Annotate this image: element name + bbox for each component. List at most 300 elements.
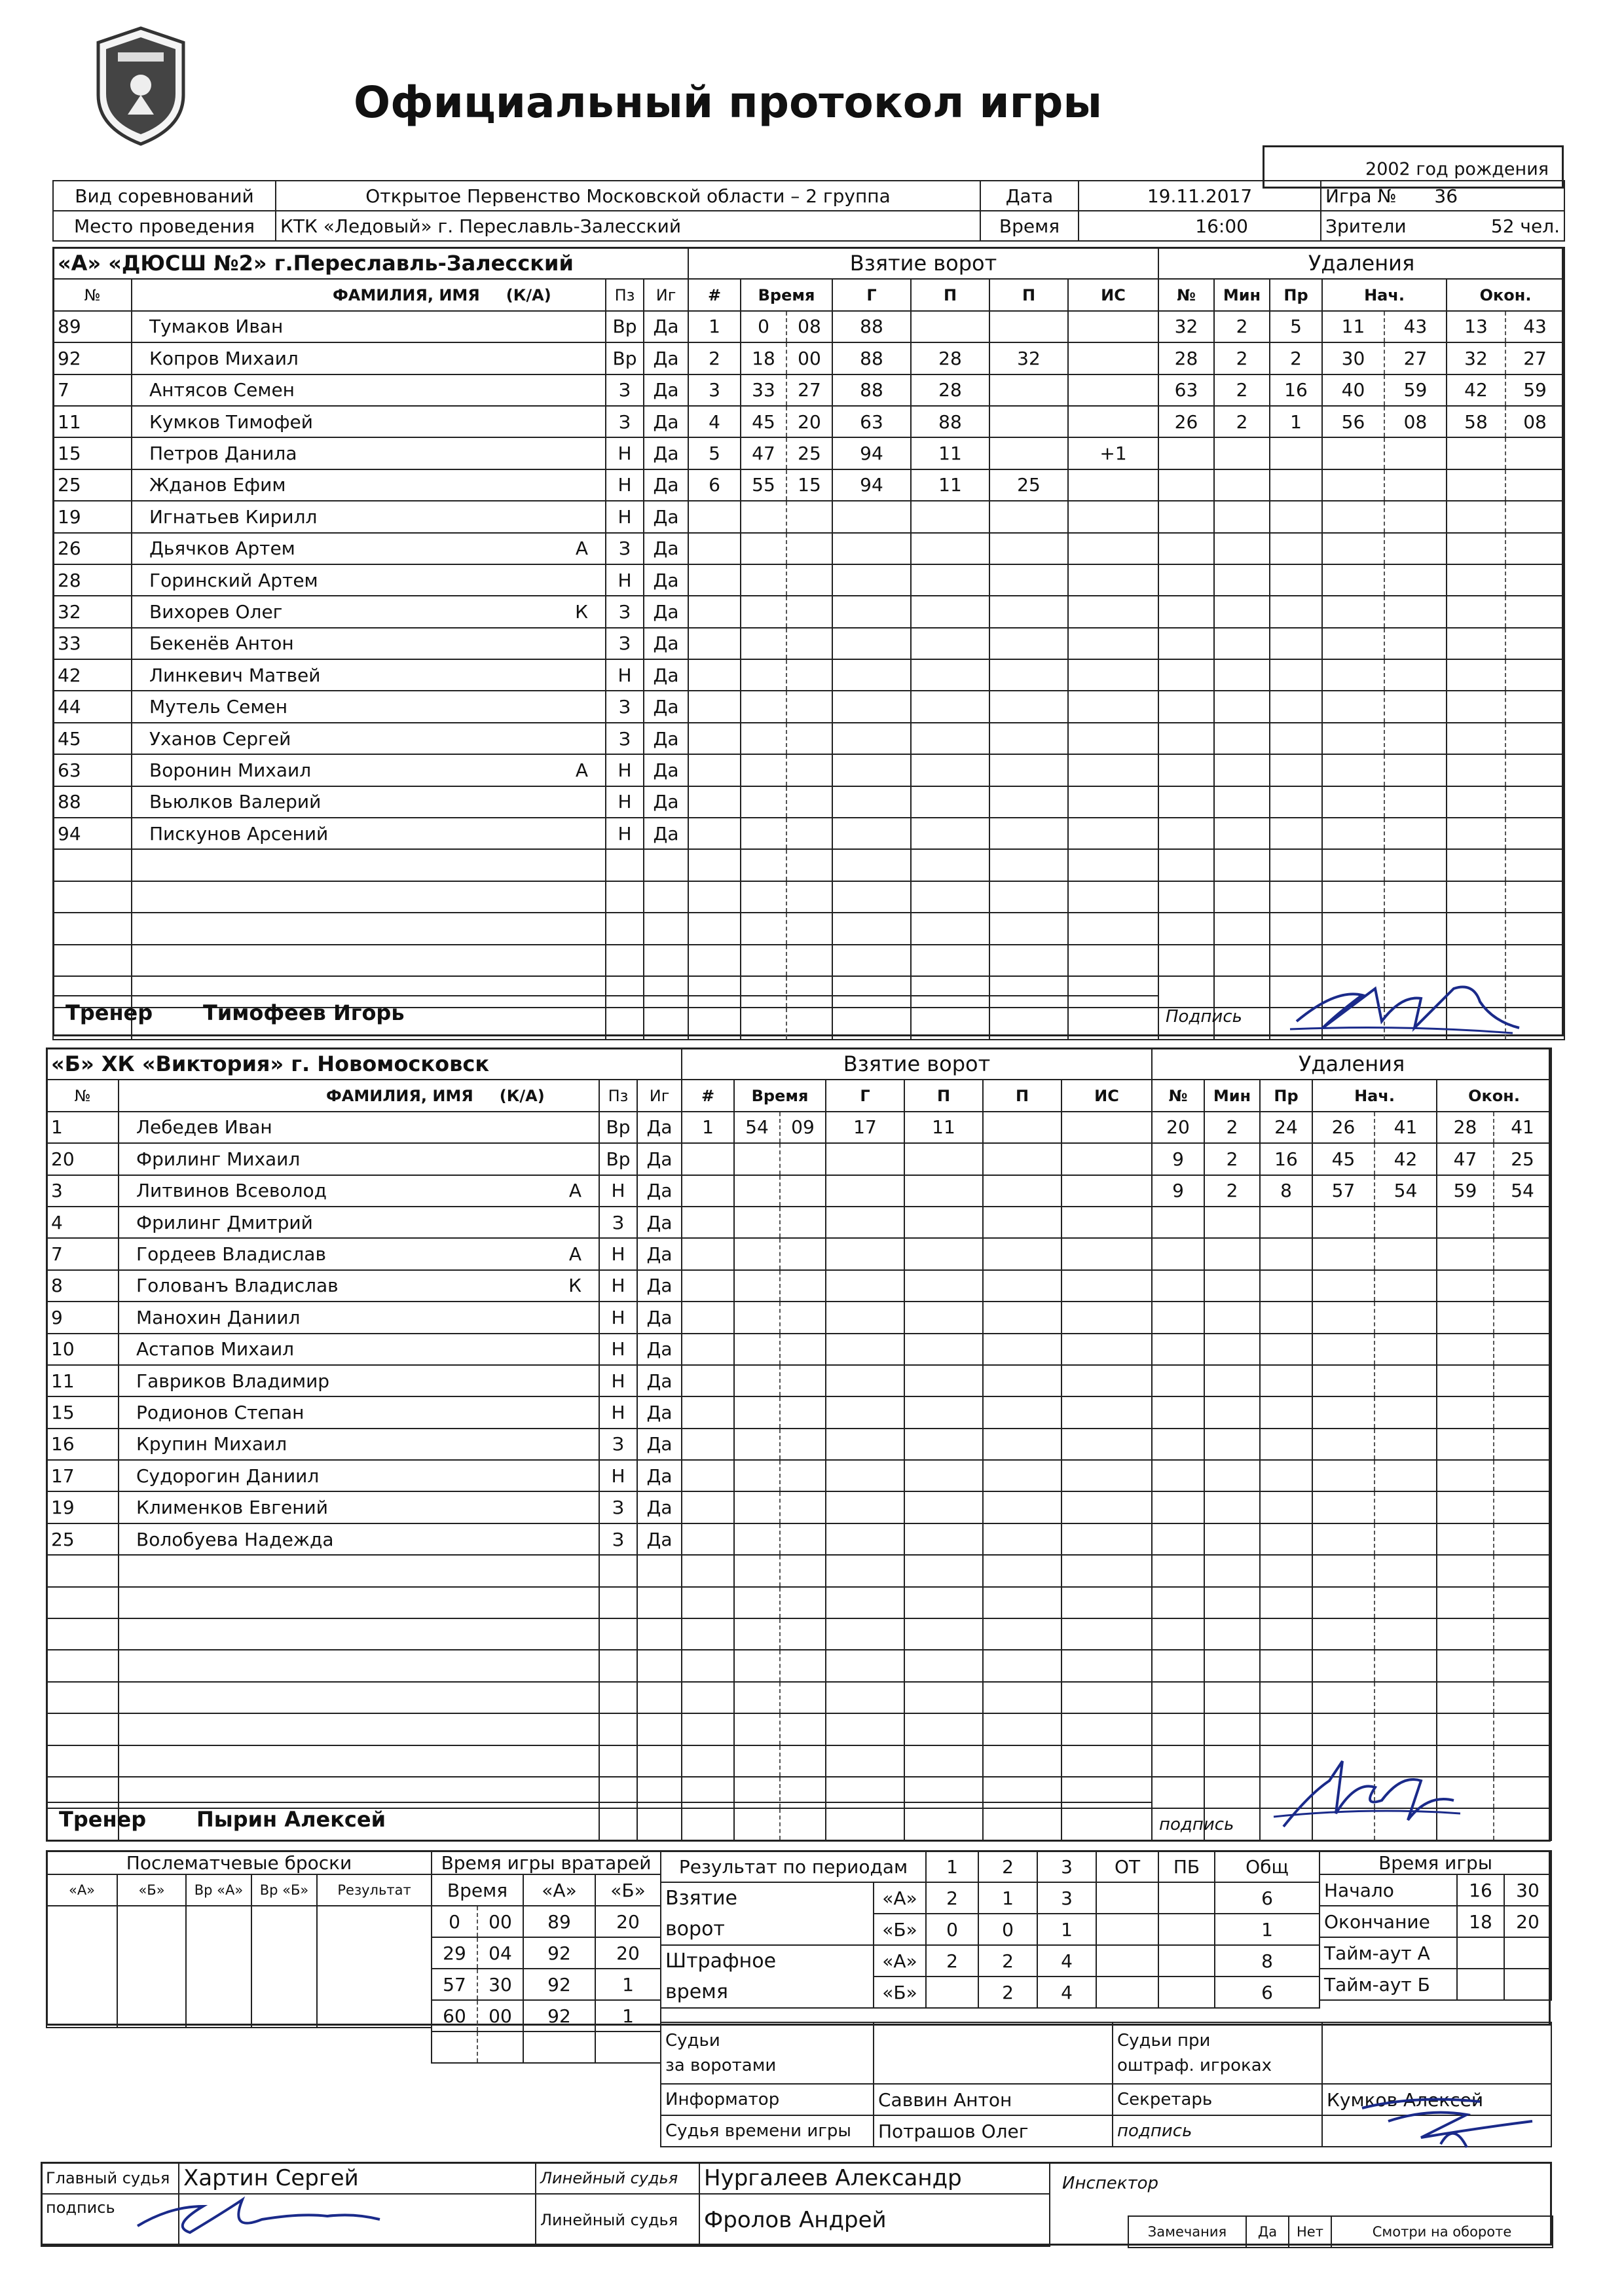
penalty-end-sec bbox=[1505, 849, 1564, 881]
table-row bbox=[46, 1112, 682, 1143]
goal-strength bbox=[1068, 818, 1158, 849]
penalty-minutes: 2 bbox=[1214, 406, 1270, 437]
goal-second: 09 bbox=[780, 1112, 826, 1143]
goal-assist-2 bbox=[983, 1555, 1061, 1586]
goal-strength bbox=[1068, 596, 1158, 627]
player-name-cell bbox=[132, 533, 606, 564]
penalty-end-sec bbox=[1494, 1777, 1551, 1808]
table-row bbox=[661, 1914, 1320, 1945]
shootout-col-vrb: Вр «Б» bbox=[251, 1874, 317, 1906]
table-row bbox=[46, 1334, 682, 1365]
player-name: Вихорев Олег bbox=[149, 600, 283, 623]
penalty-minutes bbox=[1214, 533, 1270, 564]
table-row bbox=[688, 786, 1158, 818]
table-row bbox=[1158, 374, 1564, 406]
p-col-pr-b: Пр bbox=[1260, 1080, 1312, 1111]
penalty-end-sec bbox=[1505, 533, 1564, 564]
player-played: Да bbox=[644, 533, 688, 564]
remarks-no[interactable]: Нет bbox=[1289, 2216, 1331, 2248]
goal-strength bbox=[1068, 374, 1158, 406]
player-position: Н bbox=[599, 1365, 637, 1396]
player-played: Да bbox=[637, 1112, 682, 1143]
penalty-minutes bbox=[1214, 849, 1270, 881]
goal-strength bbox=[1061, 1175, 1152, 1207]
player-name: Копров Михаил bbox=[149, 347, 299, 369]
period-value: 0 bbox=[978, 1914, 1037, 1945]
player-name: Судорогин Даниил bbox=[136, 1465, 320, 1487]
goal-assist-1: 11 bbox=[911, 437, 989, 469]
player-name: Жданов Ефим bbox=[149, 474, 286, 496]
table-row bbox=[1152, 1713, 1551, 1745]
goal-minute: 18 bbox=[741, 342, 786, 374]
penalty-end-sec bbox=[1494, 1365, 1551, 1396]
goal-number bbox=[688, 945, 741, 976]
linesman1-name: Нургалеев Александр bbox=[699, 2162, 1050, 2194]
player-name: Мутель Семен bbox=[149, 696, 287, 718]
penalty-start-min bbox=[1322, 786, 1384, 818]
player-number bbox=[46, 1618, 119, 1650]
col-pz: Пз bbox=[606, 279, 644, 310]
penalty-end-sec: 27 bbox=[1505, 342, 1564, 374]
goal-assist-2 bbox=[989, 659, 1068, 691]
goal-number bbox=[682, 1334, 734, 1365]
goal-strength bbox=[1061, 1650, 1152, 1681]
g-col-p1-b: П bbox=[904, 1080, 983, 1111]
player-position: З bbox=[606, 533, 644, 564]
penalty-minutes bbox=[1204, 1745, 1260, 1777]
penalty-end-sec bbox=[1505, 564, 1564, 596]
penalty-reason bbox=[1260, 1618, 1312, 1650]
penalty-minutes: 2 bbox=[1204, 1175, 1260, 1207]
goalie-b: 20 bbox=[595, 1906, 661, 1937]
table-row bbox=[1158, 564, 1564, 596]
penalty-minutes bbox=[1204, 1460, 1260, 1491]
table-row bbox=[1158, 818, 1564, 849]
goal-number bbox=[688, 913, 741, 944]
goalie-col-b: «Б» bbox=[595, 1874, 661, 1906]
player-name: Уханов Сергей bbox=[149, 727, 291, 750]
player-number: 19 bbox=[46, 1491, 119, 1523]
table-row bbox=[682, 1207, 1152, 1238]
penalty-minutes bbox=[1204, 1429, 1260, 1460]
penalty-end-min bbox=[1447, 691, 1505, 722]
team-b-players-table bbox=[46, 1048, 682, 1841]
table-row bbox=[1152, 1302, 1551, 1333]
goal-number bbox=[688, 849, 741, 881]
goal-assist-2 bbox=[983, 1682, 1061, 1713]
penalty-start-min bbox=[1322, 754, 1384, 786]
goal-assist-2 bbox=[989, 723, 1068, 754]
goal-scorer bbox=[826, 1143, 904, 1175]
goal-second bbox=[786, 596, 832, 627]
goal-assist-1 bbox=[911, 564, 989, 596]
goal-second bbox=[780, 1460, 826, 1491]
goal-second bbox=[780, 1491, 826, 1523]
penalty-end-min bbox=[1447, 533, 1505, 564]
penalty-minutes bbox=[1214, 469, 1270, 501]
penalty-player bbox=[1158, 533, 1214, 564]
penalty-minutes bbox=[1204, 1396, 1260, 1428]
goal-assist-2 bbox=[989, 501, 1068, 532]
player-name: Волобуева Надежда bbox=[136, 1528, 334, 1550]
table-row bbox=[688, 945, 1158, 976]
player-name-cell bbox=[132, 723, 606, 754]
goal-second bbox=[780, 1302, 826, 1333]
penalty-end-sec bbox=[1494, 1555, 1551, 1586]
player-played: Да bbox=[637, 1460, 682, 1491]
penalty-minutes bbox=[1214, 786, 1270, 818]
goal-strength bbox=[1061, 1523, 1152, 1555]
goal-assist-1 bbox=[904, 1143, 983, 1175]
table-row bbox=[688, 691, 1158, 722]
period-value: 8 bbox=[1215, 1945, 1320, 1977]
goal-scorer bbox=[826, 1302, 904, 1333]
player-name-cell bbox=[132, 754, 606, 786]
penalty-start-sec bbox=[1375, 1682, 1437, 1713]
penalty-start-min: 57 bbox=[1312, 1175, 1375, 1207]
goal-assist-1 bbox=[904, 1175, 983, 1207]
player-name-cell bbox=[119, 1270, 599, 1302]
penalty-end-min: 59 bbox=[1437, 1175, 1494, 1207]
player-position: З bbox=[599, 1523, 637, 1555]
player-name: Клименков Евгений bbox=[136, 1497, 328, 1519]
player-role: А bbox=[575, 759, 588, 781]
table-row bbox=[53, 723, 688, 754]
penalty-player: 63 bbox=[1158, 374, 1214, 406]
penalty-reason bbox=[1260, 1460, 1312, 1491]
table-row bbox=[53, 628, 688, 659]
penalty-end-sec bbox=[1505, 723, 1564, 754]
goal-assist-2 bbox=[989, 564, 1068, 596]
penalty-player bbox=[1152, 1555, 1204, 1586]
penalty-reason bbox=[1270, 849, 1322, 881]
period-value bbox=[1158, 1914, 1215, 1945]
penalty-end-min bbox=[1437, 1523, 1494, 1555]
player-number: 11 bbox=[46, 1365, 119, 1396]
goal-assist-2 bbox=[989, 786, 1068, 818]
goal-scorer bbox=[832, 723, 911, 754]
goal-strength bbox=[1068, 945, 1158, 976]
table-row bbox=[1158, 786, 1564, 818]
penalty-player bbox=[1158, 596, 1214, 627]
player-number bbox=[46, 1650, 119, 1681]
penalty-player bbox=[1152, 1460, 1204, 1491]
penalty-player: 9 bbox=[1152, 1175, 1204, 1207]
penalty-start-min bbox=[1312, 1365, 1375, 1396]
table-row bbox=[1158, 849, 1564, 881]
player-number: 10 bbox=[46, 1334, 119, 1365]
player-number: 63 bbox=[53, 754, 132, 786]
player-number bbox=[46, 1682, 119, 1713]
table-row bbox=[1152, 1682, 1551, 1713]
goal-minute bbox=[734, 1302, 780, 1333]
period-value: 2 bbox=[926, 1882, 978, 1914]
table-row bbox=[53, 533, 688, 564]
goal-minute bbox=[734, 1365, 780, 1396]
team-b-goals-table bbox=[681, 1048, 1153, 1841]
penalty-minutes bbox=[1214, 976, 1270, 1008]
period-col-pb: ПБ bbox=[1158, 1851, 1215, 1882]
table-row bbox=[46, 1207, 682, 1238]
player-number: 11 bbox=[53, 406, 132, 437]
game-time-table bbox=[1319, 1850, 1552, 2001]
p-col-end: Окон. bbox=[1447, 279, 1564, 310]
penalty-minutes: 2 bbox=[1214, 311, 1270, 342]
penalty-end-min bbox=[1447, 913, 1505, 944]
goal-number bbox=[682, 1713, 734, 1745]
player-position: Вр bbox=[606, 342, 644, 374]
referee-signature bbox=[131, 2187, 406, 2239]
secretary-signature bbox=[1349, 2082, 1552, 2154]
penalty-player bbox=[1158, 564, 1214, 596]
goal-scorer bbox=[832, 564, 911, 596]
player-position bbox=[599, 1618, 637, 1650]
penalty-reason bbox=[1260, 1396, 1312, 1428]
player-played: Да bbox=[644, 342, 688, 374]
penalty-reason bbox=[1260, 1555, 1312, 1586]
goal-assist-1 bbox=[911, 628, 989, 659]
team-a-coach-name: Тимофеев Игорь bbox=[203, 1000, 405, 1025]
penalty-player bbox=[1158, 818, 1214, 849]
player-number: 7 bbox=[53, 374, 132, 406]
player-name: Манохин Даниил bbox=[136, 1306, 301, 1328]
penalty-minutes bbox=[1204, 1491, 1260, 1523]
player-number: 4 bbox=[46, 1207, 119, 1238]
player-number: 89 bbox=[53, 311, 132, 342]
player-position: Н bbox=[606, 469, 644, 501]
player-number bbox=[46, 1745, 119, 1777]
period-row-label: Взятие bbox=[661, 1882, 874, 1914]
penalty-player bbox=[1158, 628, 1214, 659]
goal-scorer: 63 bbox=[832, 406, 911, 437]
penalty-player bbox=[1152, 1650, 1204, 1681]
penalty-reason bbox=[1270, 691, 1322, 722]
timeout-a: Тайм-аут А bbox=[1320, 1937, 1457, 1969]
table-row bbox=[1158, 881, 1564, 913]
goal-strength bbox=[1061, 1491, 1152, 1523]
goal-assist-1 bbox=[904, 1429, 983, 1460]
goal-judges-label-1: Судьи bbox=[665, 2031, 720, 2050]
penalty-start-min bbox=[1312, 1429, 1375, 1460]
table-row bbox=[46, 1587, 682, 1618]
table-row bbox=[1152, 1334, 1551, 1365]
goal-number: 5 bbox=[688, 437, 741, 469]
penalty-end-sec bbox=[1494, 1270, 1551, 1302]
goal-second bbox=[786, 628, 832, 659]
period-value: 1 bbox=[1215, 1914, 1320, 1945]
player-number: 7 bbox=[46, 1238, 119, 1269]
player-name-cell bbox=[119, 1302, 599, 1333]
goal-second: 00 bbox=[786, 342, 832, 374]
table-row bbox=[688, 818, 1158, 849]
penalty-end-sec bbox=[1494, 1587, 1551, 1618]
team-a-goals-title: Взятие ворот bbox=[688, 247, 1158, 279]
goal-minute: 0 bbox=[741, 311, 786, 342]
player-name: Литвинов Всеволод bbox=[136, 1180, 327, 1202]
goalie-b: 20 bbox=[595, 1937, 661, 1969]
secretary-label: Секретарь bbox=[1113, 2084, 1322, 2115]
goal-scorer bbox=[832, 754, 911, 786]
game-no-label: Игра № bbox=[1325, 185, 1397, 207]
penalty-end-sec bbox=[1494, 1682, 1551, 1713]
remarks-yes[interactable]: Да bbox=[1246, 2216, 1289, 2248]
penalty-minutes bbox=[1214, 659, 1270, 691]
penalty-minutes bbox=[1204, 1334, 1260, 1365]
penalty-minutes bbox=[1214, 596, 1270, 627]
time-value: 16:00 bbox=[1079, 211, 1321, 241]
goal-strength bbox=[1068, 564, 1158, 596]
table-row bbox=[682, 1334, 1152, 1365]
penalty-reason bbox=[1260, 1587, 1312, 1618]
table-row bbox=[688, 628, 1158, 659]
table-row bbox=[53, 469, 688, 501]
penalty-reason bbox=[1260, 1713, 1312, 1745]
team-b-goals-title: Взятие ворот bbox=[682, 1048, 1152, 1080]
player-name: Кумков Тимофей bbox=[149, 410, 313, 433]
referee-sign-label: подпись bbox=[41, 2194, 179, 2246]
secretary-name: Кумков Алексей bbox=[1322, 2084, 1551, 2115]
player-name-cell bbox=[119, 1650, 599, 1681]
player-position: З bbox=[599, 1207, 637, 1238]
period-team: «А» bbox=[874, 1945, 926, 1977]
goal-minute bbox=[734, 1618, 780, 1650]
shootout-col-a: «А» bbox=[46, 1874, 117, 1906]
player-played bbox=[644, 849, 688, 881]
player-number: 8 bbox=[46, 1270, 119, 1302]
goal-minute bbox=[734, 1491, 780, 1523]
player-name-cell bbox=[132, 913, 606, 944]
player-name: Крупин Михаил bbox=[136, 1433, 287, 1455]
goal-assist-2 bbox=[983, 1713, 1061, 1745]
p-col-no-b: № bbox=[1152, 1080, 1204, 1111]
penalty-player bbox=[1152, 1396, 1204, 1428]
penalty-start-min bbox=[1322, 849, 1384, 881]
goal-strength bbox=[1068, 754, 1158, 786]
table-row bbox=[688, 754, 1158, 786]
goal-number bbox=[688, 564, 741, 596]
goal-number: 1 bbox=[682, 1112, 734, 1143]
penalty-end-sec bbox=[1505, 501, 1564, 532]
penalty-start-sec bbox=[1384, 659, 1447, 691]
goal-number bbox=[682, 1745, 734, 1777]
periods-title: Результат по периодам bbox=[661, 1851, 926, 1882]
competition-label: Вид соревнований bbox=[53, 181, 276, 211]
goal-strength bbox=[1068, 469, 1158, 501]
table-row bbox=[46, 1270, 682, 1302]
goal-minute bbox=[741, 881, 786, 913]
goal-scorer bbox=[826, 1682, 904, 1713]
goalie-time-sec: 04 bbox=[477, 1937, 523, 1969]
goal-strength bbox=[1068, 786, 1158, 818]
g-col-num: # bbox=[688, 279, 741, 310]
penalty-minutes bbox=[1204, 1207, 1260, 1238]
goal-number bbox=[688, 881, 741, 913]
table-row bbox=[1152, 1555, 1551, 1586]
goal-strength bbox=[1068, 913, 1158, 944]
goal-assist-2 bbox=[989, 311, 1068, 342]
penalty-minutes bbox=[1204, 1238, 1260, 1269]
p-col-start: Нач. bbox=[1322, 279, 1447, 310]
player-number: 88 bbox=[53, 786, 132, 818]
goal-second bbox=[780, 1555, 826, 1586]
team-b-title: «Б» ХК «Виктория» г. Новомосковск bbox=[46, 1048, 682, 1080]
penalty-minutes bbox=[1204, 1587, 1260, 1618]
goal-assist-1 bbox=[904, 1207, 983, 1238]
penalty-end-sec: 25 bbox=[1494, 1143, 1551, 1175]
table-row bbox=[53, 342, 688, 374]
penalty-reason bbox=[1260, 1334, 1312, 1365]
goalie-title: Время игры вратарей bbox=[432, 1851, 661, 1874]
goal-assist-2: 32 bbox=[989, 342, 1068, 374]
player-name-cell bbox=[132, 786, 606, 818]
table-row bbox=[53, 596, 688, 627]
penalty-minutes: 2 bbox=[1214, 374, 1270, 406]
goal-assist-1 bbox=[911, 913, 989, 944]
period-col-2: 2 bbox=[978, 1851, 1037, 1882]
player-name: Фрилинг Михаил bbox=[136, 1148, 301, 1170]
player-position: Н bbox=[599, 1334, 637, 1365]
table-row bbox=[688, 342, 1158, 374]
player-position: З bbox=[606, 628, 644, 659]
goal-strength bbox=[1061, 1429, 1152, 1460]
goal-number bbox=[688, 818, 741, 849]
goal-scorer: 17 bbox=[826, 1112, 904, 1143]
goal-minute bbox=[741, 913, 786, 944]
penalty-start-sec bbox=[1375, 1334, 1437, 1365]
p-col-min-b: Мин bbox=[1204, 1080, 1260, 1111]
penalty-start-sec bbox=[1384, 786, 1447, 818]
player-name: Родионов Степан bbox=[136, 1401, 304, 1423]
goal-minute bbox=[734, 1460, 780, 1491]
penalty-player bbox=[1158, 437, 1214, 469]
penalty-end-sec: 43 bbox=[1505, 311, 1564, 342]
table-row bbox=[1152, 1143, 1551, 1175]
penalty-player: 9 bbox=[1152, 1143, 1204, 1175]
player-number: 44 bbox=[53, 691, 132, 722]
player-played: Да bbox=[644, 723, 688, 754]
penalty-reason bbox=[1270, 818, 1322, 849]
p-col-min: Мин bbox=[1214, 279, 1270, 310]
penalty-start-sec bbox=[1384, 754, 1447, 786]
goal-second bbox=[780, 1713, 826, 1745]
penalty-end-sec bbox=[1505, 437, 1564, 469]
goal-second bbox=[786, 945, 832, 976]
penalty-end-min bbox=[1437, 1460, 1494, 1491]
penalty-start-min: 45 bbox=[1312, 1143, 1375, 1175]
goal-assist-1 bbox=[911, 501, 989, 532]
penalty-player bbox=[1152, 1365, 1204, 1396]
inspector-label: Инспектор bbox=[1062, 2174, 1158, 2193]
player-played: Да bbox=[644, 628, 688, 659]
goal-minute bbox=[734, 1334, 780, 1365]
penalty-start-sec bbox=[1384, 628, 1447, 659]
penalty-end-sec bbox=[1494, 1523, 1551, 1555]
goal-assist-1 bbox=[904, 1270, 983, 1302]
player-name: Фрилинг Дмитрий bbox=[136, 1211, 313, 1233]
goal-assist-1 bbox=[904, 1745, 983, 1777]
penalty-end-sec: 59 bbox=[1505, 374, 1564, 406]
table-row bbox=[53, 659, 688, 691]
penalty-reason bbox=[1270, 945, 1322, 976]
player-name-cell bbox=[119, 1618, 599, 1650]
goal-number bbox=[682, 1238, 734, 1269]
player-name-cell bbox=[132, 691, 606, 722]
game-no-value: 36 bbox=[1434, 185, 1458, 207]
penalty-start-sec: 43 bbox=[1384, 311, 1447, 342]
table-row bbox=[682, 1270, 1152, 1302]
player-position: Н bbox=[606, 818, 644, 849]
penalty-end-min: 58 bbox=[1447, 406, 1505, 437]
